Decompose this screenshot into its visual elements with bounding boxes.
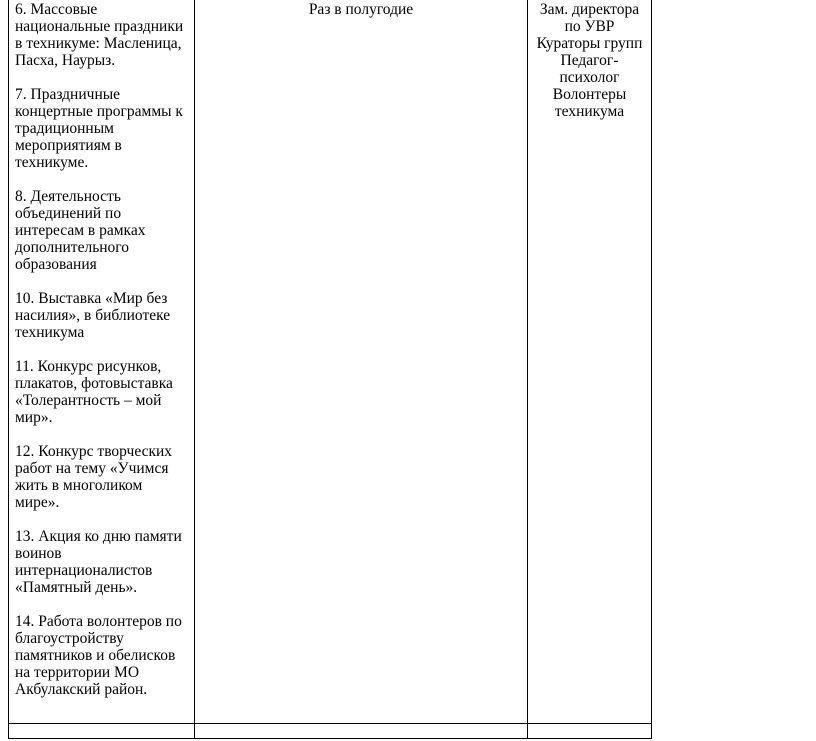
cell-empty — [528, 724, 652, 739]
activity-item: 10. Выставка «Мир без насилия», в библиотеке техникума — [15, 290, 171, 341]
activity-item: 14. Работа волонтеров по благоустройству памятников и обелисков на территории МО Акбулакский район. — [15, 613, 182, 698]
cell-activities — [9, 0, 195, 724]
activity-item: 11. Конкурс рисунков, плакатов, фотовыставка «Толерантность – мой мир». — [15, 358, 173, 426]
activity-item: 13. Акция ко дню памяти воинов интернационалистов «Памятный день». — [15, 528, 182, 596]
responsible-item: Кураторы групп — [536, 35, 643, 52]
responsible-item: Волонтеры техникума — [552, 86, 627, 120]
responsible-item: Педагог-психолог — [559, 52, 620, 86]
cell-responsible — [528, 0, 652, 724]
cell-frequency — [195, 0, 528, 724]
table-row-empty — [9, 724, 652, 739]
cell-empty — [195, 724, 528, 739]
activity-item: 7. Праздничные концертные программы к традиционным мероприятиям в техникуме. — [15, 86, 183, 171]
responsible-item: Зам. директора по УВР — [539, 1, 640, 35]
table-row — [9, 0, 652, 724]
cell-empty — [9, 724, 195, 739]
activity-item: 12. Конкурс творческих работ на тему «Учимся жить в многоликом мире». — [15, 443, 173, 511]
frequency-text: Раз в полугодие — [308, 1, 414, 18]
schedule-table — [8, 0, 652, 739]
activity-item: 6. Массовые национальные праздники в техникуме: Масленица, Пасха, Наурыз. — [15, 1, 184, 69]
activity-item: 8. Деятельность объединений по интересам в рамках дополнительного образования — [15, 188, 146, 273]
